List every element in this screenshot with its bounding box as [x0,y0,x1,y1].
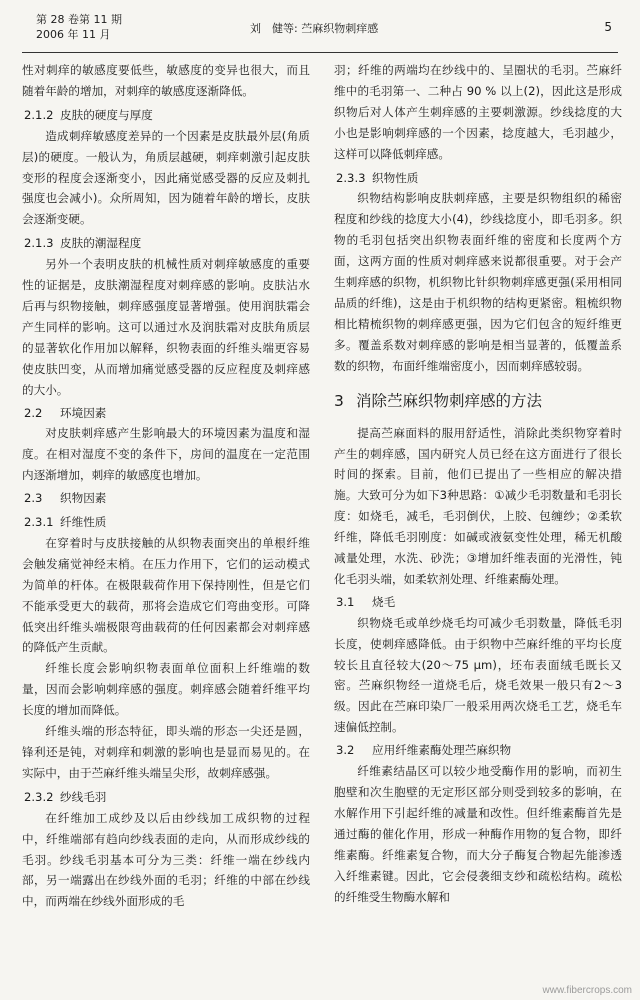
section-heading [334,740,622,761]
paragraph: 织物烧毛或单纱烧毛均可减少毛羽数量，降低毛羽长度，使刺痒感降低。由于织物中苎麻纤维的平均长度较长且直径较大(20～75 μm)，坯布表面绒毛既长又密。苎麻织物经一道烧毛后，烧毛效果一般只有2～3级。因此在苎麻印染厂一般采用两次烧毛工艺，烧毛车速偏低控制。 [334,615,622,735]
paragraph: 另外一个表明皮肤的机械性质对刺痒敏感度的重要性的证据是，皮肤潮湿程度对刺痒感的影响。皮肤沾水后再与织物接触，刺痒感强度显著增强。使用润肤霜会产生同样的影响。这可以通过水及润肤霜对皮肤角质层的显著软化作用加以解释，织物表面的纤维头端更容易使皮肤凹变，从而增加痛觉感受器的反应程度及刺痒感的大小。 [22,257,310,397]
page-number: 5 [604,20,612,34]
running-header [22,6,618,53]
section-title: 环境因素 [60,405,107,420]
issue-date: 2006 年 11 月 [36,28,111,41]
section-heading [22,105,310,126]
section-title: 皮肤的硬度与厚度 [60,107,153,122]
paragraph: 在纤维加工成纱及以后由纱线加工成织物的过程中，纤维端部有趋向纱线表面的走向，从而形成纱线的毛羽。纱线毛羽基本可分为三类：纤维一端在纱线内部，另一端露出在纱线外面的毛羽；纤维的中部在纱线中，而两端在纱线外面形成的毛 [22,810,310,909]
section-number: 2.2 [24,405,43,420]
paragraph: 提高苎麻面料的服用舒适性，消除此类织物穿着时产生的刺痒感，国内研究人员已经在这方面进行了很长时间的探索。目前，他们已提出了一些相应的解决措施。大致可分为如下3种思路：①减少毛羽数量和毛羽长度：如烧毛，减毛，毛羽倒伏，上胶、包缠纱；②柔软纤维，降低毛羽刚度：如碱或液氨变性处理，稀无机酸减量处理，水洗、砂洗；③增加纤维表面的光滑性，钝化毛羽头端，如柔软剂处理、纤维素酶处理。 [334,425,622,586]
paragraph: 纤维素结晶区可以较少地受酶作用的影响，而初生胞壁和次生胞壁的无定形区部分则受到较多的影响，在水解作用下引起纤维的减量和改性。但纤维素酶首先是通过酶的催化作用，形成一种酶作用物的复合物，即纤维素酶。纤维素复合物，而大分子酶复合物起先能渗透入纤维素键。因此，它会侵袭细支纱和疏松结构。疏松的纤维受生物酶水解和 [334,764,622,904]
paragraph: 在穿着时与皮肤接触的从织物表面突出的单根纤维会触发痛觉神经末梢。在压力作用下，它们的运动模式为简单的杆体。在极限载荷作用下保持刚性，但是它们不能承受更大的载荷，那将会造成它们弯曲变形。可降低突出纤维头端极限弯曲载荷的任何因素都会对刺痒感的降低产生贡献。 [22,535,310,655]
paragraph: 造成刺痒敏感度差异的一个因素是皮肤最外层(角质层)的硬度。一般认为，角质层越硬，刺痒刺激引起皮肤变形的程度会逐渐变小，因此痛觉感受器的反应及刺扎强度也会减小)。众所周知，因为随着年龄的增长，皮肤会逐渐变硬。 [22,128,310,227]
section-title: 纤维性质 [60,515,107,530]
section-number: 2.1.2 [24,107,54,122]
section-heading [22,488,310,509]
major-section-heading [334,389,622,413]
right-column [334,60,622,990]
section-heading [22,233,310,254]
watermark: www.fibercrops.com [542,985,632,996]
section-number: 3.1 [336,594,355,609]
section-number: 2.3 [24,491,43,506]
paragraph: 纤维长度会影响织物表面单位面积上纤维端的数量，因而会影响刺痒感的强度。刺痒感会随着纤维平均长度的增加而降低。 [22,661,310,718]
paragraph: 性对刺痒的敏感度要低些，敏感度的变异也很大，而且随着年龄的增加，对刺痒的敏感度逐渐降低。 [22,63,310,98]
section-number: 3.2 [336,743,355,758]
paragraph: 纤维头端的形态特征，即头端的形态一尖还是圆，锋利还是钝，对刺痒和刺激的影响也是显而易见的。在实际中，由于苎麻纤维头端呈尖形，故刺痒感强。 [22,724,310,780]
section-heading [22,403,310,424]
paragraph: 羽；纤维的两端均在纱线中的、呈圈状的毛羽。苎麻纤维中的毛羽第一、二种占 90 % 以上(2)，因此这是形成织物后对人体产生刺痒感的主要刺激源。纱线捻度的大小也是影响刺痒感的一个因素，捻度越大，毛羽越少，这样可以降低刺痒感。 [334,63,622,161]
section-heading [334,592,622,613]
issue-volume: 第 28 卷第 11 期 [36,13,122,26]
section-number: 2.3.2 [24,789,54,804]
section-number: 2.1.3 [24,236,54,251]
section-title: 消除苎麻织物刺痒感的方法 [356,391,543,410]
issue-info [36,12,122,42]
section-heading [334,168,622,189]
left-column [22,60,310,990]
section-title: 皮肤的潮湿程度 [60,236,142,251]
section-heading [22,512,310,533]
paragraph: 织物结构影响皮肤刺痒感，主要是织物组织的稀密程度和纱线的捻度大小(4)，纱线捻度小，即毛羽多。织物的毛羽包括突出织物表面纤维的密度和长度两个方面，这两方面的性质对刺痒感来说都很重要。对于会产生刺痒感的织物，机织物比针织物刺痒感更强(采用相同品质的纤维)，这是由于机织物的结构更紧密。粗梳织物相比精梳织物的刺痒感更强，因为它们包含的短纤维更多。覆盖系数对刺痒感的影响是相当显著的，低覆盖系数的织物，布面纤维端密度小，因而刺痒感较弱。 [334,191,622,373]
section-number: 2.3.1 [24,515,54,530]
section-title: 织物因素 [60,491,107,506]
section-title: 纱线毛羽 [60,789,107,804]
section-number: 3 [334,391,344,410]
article-body [22,60,622,990]
section-number: 2.3.3 [336,170,366,185]
paragraph: 对皮肤刺痒感产生影响最大的环境因素为温度和湿度。在相对湿度不变的条件下，房间的温度在一定范围内逐渐增加，刺痒的敏感度也增加。 [22,426,310,483]
section-title: 应用纤维素酶处理苎麻织物 [372,743,512,758]
running-title: 刘 健等: 苎麻织物刺痒感 [250,22,379,35]
section-title: 织物性质 [372,170,419,185]
section-heading [22,787,310,808]
section-title: 烧毛 [372,594,396,609]
